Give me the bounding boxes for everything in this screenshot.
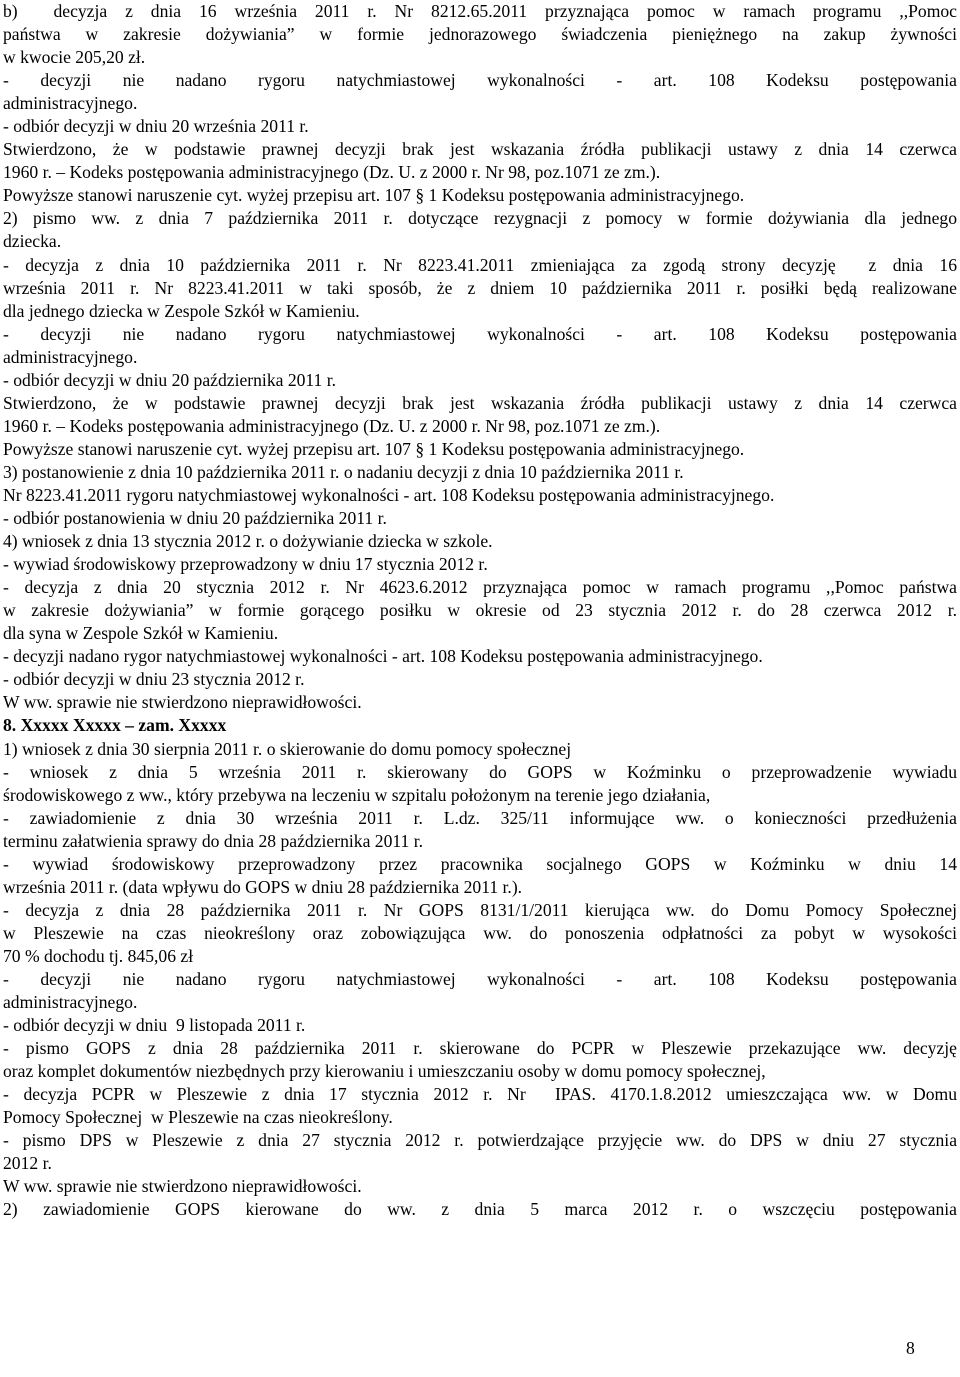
text-line: 1) wniosek z dnia 30 sierpnia 2011 r. o skierowanie do domu pomocy społecznej [3, 738, 572, 759]
text-line: - decyzji nadano rygor natychmiastowej wykonalności - art. 108 Kodeksu postępowania administracyjnego. [3, 646, 763, 667]
text-line: administracyjnego. [3, 346, 138, 367]
text-line: administracyjnego. [3, 992, 138, 1013]
text-line: Nr 8223.41.2011 rygoru natychmiastowej wykonalności - art. 108 Kodeksu postępowania administracyjnego. [3, 484, 775, 505]
text-line: 70 % dochodu tj. 845,06 zł [3, 945, 194, 966]
text-line: dla jednego dziecka w Zespole Szkół w Kamieniu. [3, 300, 360, 321]
text-line: - odbiór decyzji w dniu 23 stycznia 2012 r. [3, 669, 305, 690]
text-line: - odbiór decyzji w dniu 9 listopada 2011 r. [3, 1015, 306, 1036]
text-line: - odbiór decyzji w dniu 20 października 2011 r. [3, 369, 337, 390]
text-line: - decyzja z dnia 10 października 2011 r. Nr 8223.41.2011 zmieniająca za zgodą strony decyzję z dnia 16 [3, 254, 957, 275]
text-line: Stwierdzono, że w podstawie prawnej decyzji brak jest wskazania źródła publikacji ustawy z dnia 14 czerwca [3, 139, 957, 160]
text-line: W ww. sprawie nie stwierdzono nieprawidłowości. [3, 1176, 362, 1197]
text-line: 2012 r. [3, 1153, 52, 1174]
text-line: środowiskowego z ww., który przebywa na leczeniu w szpitalu położonym na terenie jego działania, [3, 784, 711, 805]
text-line: 4) wniosek z dnia 13 stycznia 2012 r. o dożywianie dziecka w szkole. [3, 531, 493, 552]
text-line: b) decyzja z dnia 16 września 2011 r. Nr 8212.65.2011 przyznająca pomoc w ramach programu ,,Pomoc [3, 1, 957, 21]
text-line: w Pleszewie na czas nieokreślony oraz zobowiązująca ww. do ponoszenia odpłatności za pobyt w wysokości [3, 922, 957, 943]
text-line: 3) postanowienie z dnia 10 października 2011 r. o nadaniu decyzji z dnia 10 października 2011 r. [3, 461, 684, 482]
text-line: - zawiadomienie z dnia 30 września 2011 r. L.dz. 325/11 informujące ww. o konieczności przedłużenia [3, 807, 957, 828]
text-line: 2) zawiadomienie GOPS kierowane do ww. z dnia 5 marca 2012 r. o wszczęciu postępowania [3, 1199, 957, 1220]
text-line: - pismo DPS w Pleszewie z dnia 27 stycznia 2012 r. potwierdzające przyjęcie ww. do DPS w dniu 27 stycznia [3, 1130, 957, 1151]
text-line: - decyzja PCPR w Pleszewie z dnia 17 stycznia 2012 r. Nr IPAS. 4170.1.8.2012 umieszczająca ww. w Domu [3, 1084, 957, 1105]
text-line: Stwierdzono, że w podstawie prawnej decyzji brak jest wskazania źródła publikacji ustawy z dnia 14 czerwca [3, 392, 957, 413]
text-line: administracyjnego. [3, 93, 138, 114]
text-line: 1960 r. – Kodeks postępowania administracyjnego (Dz. U. z 2000 r. Nr 98, poz.1071 ze zm.). [3, 162, 661, 183]
text-line: W ww. sprawie nie stwierdzono nieprawidłowości. [3, 692, 362, 713]
text-line: państwa w zakresie dożywiania” w formie jednorazowego świadczenia pieniężnego na zakup żywności [3, 24, 957, 45]
text-line: - wywiad środowiskowy przeprowadzony przez pracownika socjalnego GOPS w Koźminku w dniu 14 [3, 853, 957, 874]
text-line: oraz komplet dokumentów niezbędnych przy kierowaniu i umieszczaniu osoby w domu pomocy społecznej, [3, 1061, 766, 1082]
text-line: września 2011 r. (data wpływu do GOPS w dniu 28 października 2011 r.). [3, 876, 523, 897]
text-line: - odbiór decyzji w dniu 20 września 2011 r. [3, 116, 309, 137]
text-line: - pismo GOPS z dnia 28 października 2011 r. skierowane do PCPR w Pleszewie przekazujące ww. decyzję [3, 1038, 957, 1059]
text-line: września 2011 r. Nr 8223.41.2011 w taki sposób, że z dniem 10 października 2011 r. posiłki będą realizowane [3, 277, 957, 298]
text-line: dziecka. [3, 231, 62, 252]
text-line: Powyższe stanowi naruszenie cyt. wyżej przepisu art. 107 § 1 Kodeksu postępowania administracyjnego. [3, 185, 745, 206]
text-line: terminu załatwienia sprawy do dnia 28 października 2011 r. [3, 830, 423, 851]
text-line: - odbiór postanowienia w dniu 20 października 2011 r. [3, 508, 387, 529]
text-line: Powyższe stanowi naruszenie cyt. wyżej przepisu art. 107 § 1 Kodeksu postępowania administracyjnego. [3, 438, 745, 459]
text-line: w zakresie dożywiania” w formie gorącego posiłku w okresie od 23 stycznia 2012 r. do 28 czerwca 2012 r. [3, 600, 957, 621]
text-line: - wywiad środowiskowy przeprowadzony w dniu 17 stycznia 2012 r. [3, 554, 488, 575]
text-line: - decyzja z dnia 28 października 2011 r. Nr GOPS 8131/1/2011 kierująca ww. do Domu Pomocy Społecznej [3, 899, 957, 920]
text-line: - decyzji nie nadano rygoru natychmiastowej wykonalności - art. 108 Kodeksu postępowania [3, 323, 957, 344]
section-heading: 8. Xxxxx Xxxxx – zam. Xxxxx [3, 715, 227, 736]
text-line: 1960 r. – Kodeks postępowania administracyjnego (Dz. U. z 2000 r. Nr 98, poz.1071 ze zm.). [3, 415, 661, 436]
page-number: 8 [906, 1338, 915, 1358]
text-line: - decyzja z dnia 20 stycznia 2012 r. Nr 4623.6.2012 przyznająca pomoc w ramach programu ,,Pomoc państwa [3, 577, 957, 598]
text-line: - decyzji nie nadano rygoru natychmiastowej wykonalności - art. 108 Kodeksu postępowania [3, 70, 957, 91]
text-line: dla syna w Zespole Szkół w Kamieniu. [3, 623, 279, 644]
text-line: 2) pismo ww. z dnia 7 października 2011 r. dotyczące rezygnacji z pomocy w formie dożywiania dla jednego [3, 208, 957, 229]
text-line: - wniosek z dnia 5 września 2011 r. skierowany do GOPS w Koźminku o przeprowadzenie wywiadu [3, 761, 957, 782]
text-line: - decyzji nie nadano rygoru natychmiastowej wykonalności - art. 108 Kodeksu postępowania [3, 968, 957, 989]
text-line: Pomocy Społecznej w Pleszewie na czas nieokreślony. [3, 1107, 393, 1128]
text-line: w kwocie 205,20 zł. [3, 47, 146, 68]
